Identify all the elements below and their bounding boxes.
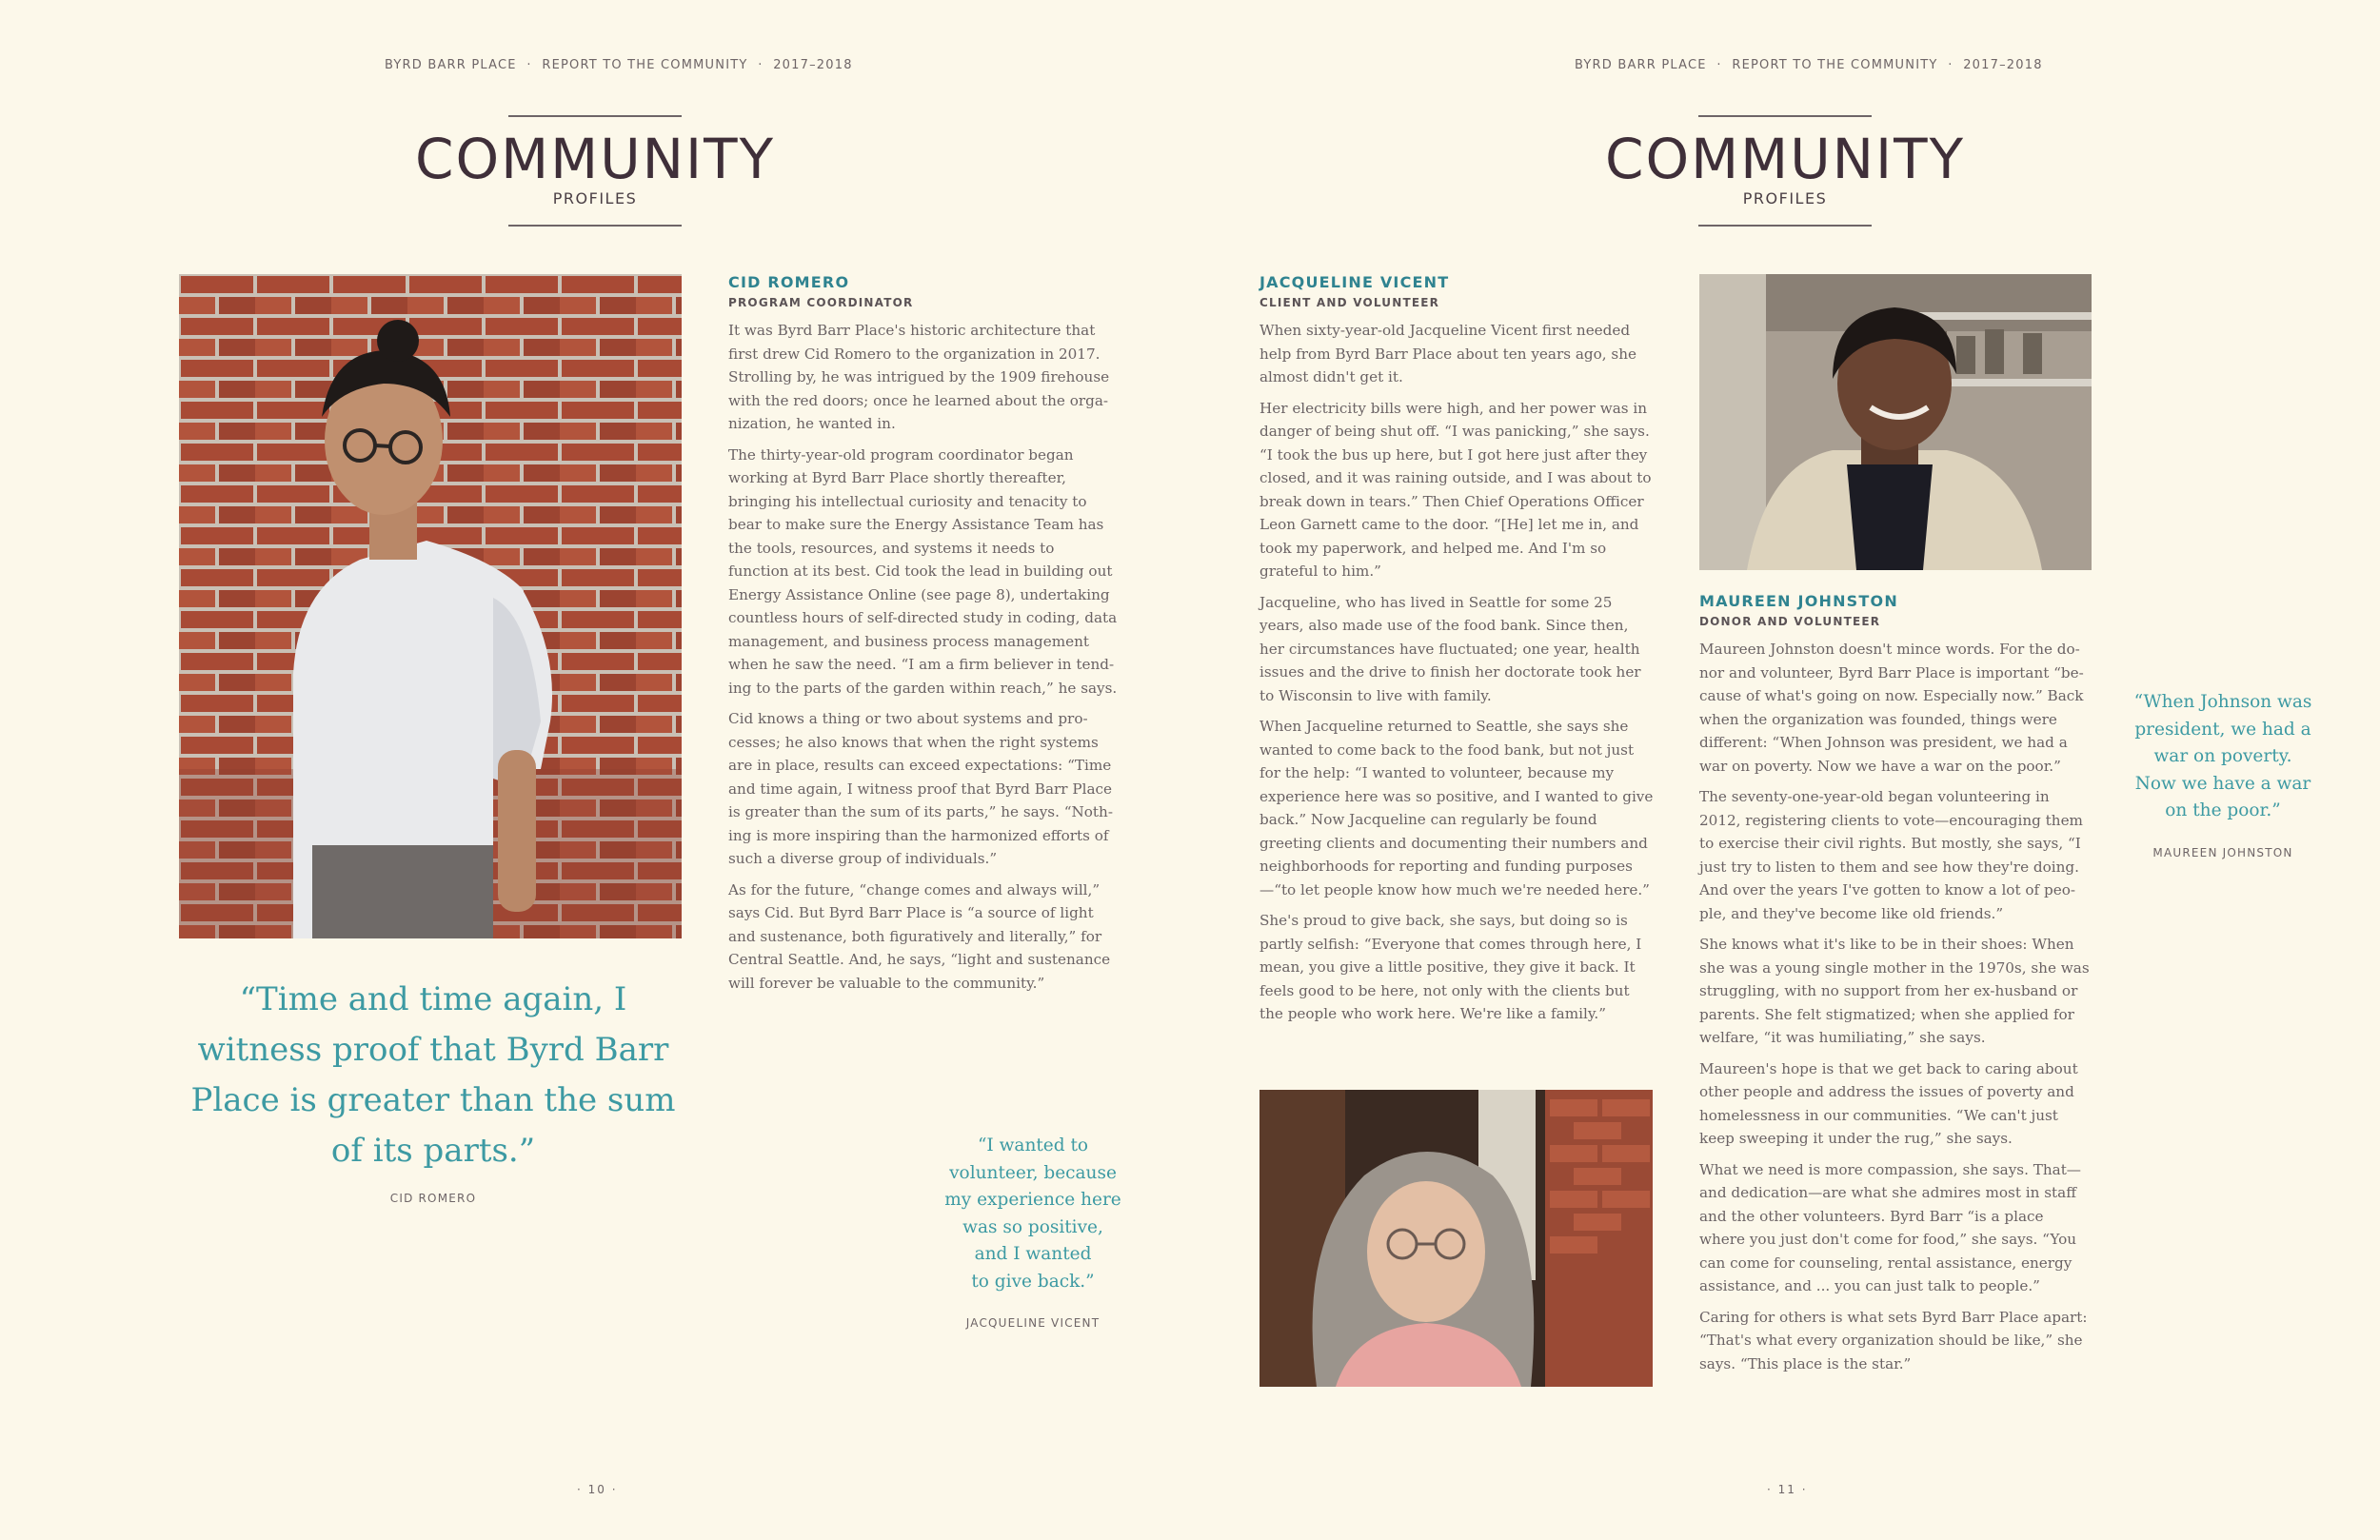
profile-body [728,319,1119,995]
quote-line: was so positive, [962,1216,1103,1237]
maureen-quote-attribution: MAUREEN JOHNSTON [2152,846,2293,859]
jacqueline-vicent-photo [1259,1090,1653,1387]
body-paragraph: Maureen Johnston doesn't mince words. For the donor and volunteer, Byrd Barr Place is important “because of what's going on now. Especially now.” Back when the organization was founded, things were different: “When Johnson was president, we had a war on poverty. Now we have a war on the poor.” [1699,641,2084,775]
header-org: BYRD BARR PLACE [1575,58,1707,72]
title-rule-top-left [508,115,682,117]
page-header-left [385,58,853,72]
body-paragraph: Caring for others is what sets Byrd Barr Place apart: “That's what every organization should be like,” she says. “This place is the star.” [1699,1308,2088,1372]
title-rule-top-right [1698,115,1872,117]
header-report: REPORT TO THE COMMUNITY [542,58,748,72]
quote-line: “When Johnson was [2133,692,2312,712]
body-paragraph: She knows what it's like to be in their shoes: When she was a young single mother in the 1970s, she was struggling, with no support from her ex-husband or parents. She felt stigmatized; when she applied for welfare, “it was humiliating,” she says. [1699,936,2090,1046]
body-paragraph: Jacqueline, who has lived in Seattle for some 25 years, also made use of the food bank. Since then, her circumstances have fluctuated; one year, health issues and the drive to finish her doctorate took her to Wisconsin to live with family. [1259,593,1641,704]
profile-role: DONOR AND VOLUNTEER [1699,615,1881,628]
header-separator: · [758,58,764,72]
section-subtitle-left: PROFILES [552,189,638,207]
quote-line: war on poverty. [2153,746,2292,767]
title-rule-bottom-left [508,225,682,227]
maureen-johnston-profile [1699,592,2092,1383]
body-paragraph: It was Byrd Barr Place's historic architecture that first drew Cid Romero to the organization in 2017. Strolling by, he was intrigued by the 1909 firehouse with the red doors; once he learned about the organization, he wanted in. [728,322,1110,432]
body-paragraph: Her electricity bills were high, and her power was in danger of being shut off. “I was panicking,” she says. “I took the bus up here, but I got here just after they closed, and it was raining outside, and I was about to break down in tears.” Then Chief Operations Officer Leon Garnett came to the door. “[He] let me in, and took my paperwork, and helped me. And I'm so grateful to him.” [1259,399,1652,580]
header-years: 2017–2018 [1963,58,2043,72]
section-subtitle-right: PROFILES [1742,189,1828,207]
body-paragraph: She's proud to give back, she says, but doing so is partly selfish: “Everyone that comes through here, I mean, you give a little positive, they give it back. It feels good to be here, not only with the clients but the people who work here. We're like a family.” [1259,912,1642,1022]
page-number-right: · 11 · [1767,1483,1808,1496]
quote-line: “I wanted to [977,1135,1089,1155]
body-paragraph: As for the future, “change comes and always will,” says Cid. But Byrd Barr Place is “a source of light and sustenance, both figuratively and literally,” for Central Seattle. And, he says, “light and sustenance will forever be valuable to the community.” [728,880,1111,992]
quote-line: president, we had a [2134,719,2311,740]
body-paragraph: The thirty-year-old program coordinator began working at Byrd Barr Place shortly thereafter, bringing his intellectual curiosity and tenacity to bear to make sure the Energy Assistance Team has the tools, resources, and systems it needs to function at its best. Cid took the lead in building out Energy Assistance Online (see page 8), undertaking countless hours of self-directed study in coding, data management, and business process management when he saw the need. “I am a firm believer in tending to the parts of the garden within reach,” he says. [728,445,1118,697]
quote-line: volunteer, because [949,1162,1117,1183]
body-paragraph: Cid knows a thing or two about systems and processes; he also knows that when the right systems are in place, results can exceed expectations: “Time and time again, I witness proof that Byrd Barr Place is greater than the sum of its parts,” he says. “Nothing is more inspiring than the harmonized efforts of such a diverse group of individuals.” [728,710,1113,867]
profile-name: MAUREEN JOHNSTON [1699,592,1898,610]
body-paragraph: The seventy-one-year-old began volunteering in 2012, registering clients to vote—encouraging them to exercise their civil rights. But mostly, she says, “I just try to listen to them and see how they're doing. And over the years I've gotten to know a lot of people, and they've become like old friends.” [1699,788,2083,922]
header-separator: · [1948,58,1954,72]
profile-body [1259,319,1657,1026]
cid-romero-photo [179,274,682,938]
profile-body [1699,638,2092,1375]
profile-name: CID ROMERO [728,273,850,291]
jacqueline-pull-quote [904,1133,1161,1296]
section-title-left: COMMUNITY [414,127,776,191]
profile-name: JACQUELINE VICENT [1259,273,1450,291]
page-header-right [1575,58,2043,72]
quote-line: to give back.” [971,1271,1095,1292]
maureen-pull-quote [2123,689,2323,825]
quote-line: on the poor.” [2165,800,2281,821]
jacqueline-vicent-profile [1259,273,1657,1034]
quote-line: Now we have a war [2134,773,2311,794]
cid-quote-attribution: CID ROMERO [389,1192,477,1205]
body-paragraph: Maureen's hope is that we get back to caring about other people and address the issues of poverty and homelessness in our communities. “We can't just keep sweeping it under the rug,” she says. [1699,1059,2078,1147]
body-paragraph: What we need is more compassion, she says. That—and dedication—are what she admires most in staff and the other volunteers. Byrd Barr “is a place where you just don't come for food,” she says. “You can come for counseling, rental assistance, energy assistance, and ... you can just talk to people.” [1699,1160,2081,1294]
body-paragraph: When Jacqueline returned to Seattle, she says she wanted to come back to the food bank, but not just for the help: “I wanted to volunteer, because my experience here was so positive, and I wanted to give back.” Now Jacqueline can regularly be found greeting clients and documenting their numbers and neighborhoods for reporting and funding purposes—“to let people know how much we're needed here.” [1259,718,1654,898]
profile-role: CLIENT AND VOLUNTEER [1259,296,1440,309]
cid-romero-profile [728,273,1119,1002]
maureen-johnston-photo [1699,274,2092,570]
profile-role: PROGRAM COORDINATOR [728,296,914,309]
section-title-right: COMMUNITY [1604,127,1966,191]
title-rule-bottom-right [1698,225,1872,227]
page-number-left: · 10 · [577,1483,618,1496]
header-separator: · [526,58,532,72]
header-report: REPORT TO THE COMMUNITY [1732,58,1938,72]
quote-line: my experience here [944,1190,1121,1211]
header-separator: · [1716,58,1722,72]
header-years: 2017–2018 [773,58,853,72]
body-paragraph: When sixty-year-old Jacqueline Vicent first needed help from Byrd Barr Place about ten years ago, she almost didn't get it. [1259,322,1636,385]
quote-line: and I wanted [974,1244,1092,1265]
cid-pull-quote: “Time and time again, I witness proof that Byrd Barr Place is greater than the sum of its parts.” [190,980,676,1170]
header-org: BYRD BARR PLACE [385,58,517,72]
jacqueline-quote-attribution: JACQUELINE VICENT [965,1316,1101,1330]
